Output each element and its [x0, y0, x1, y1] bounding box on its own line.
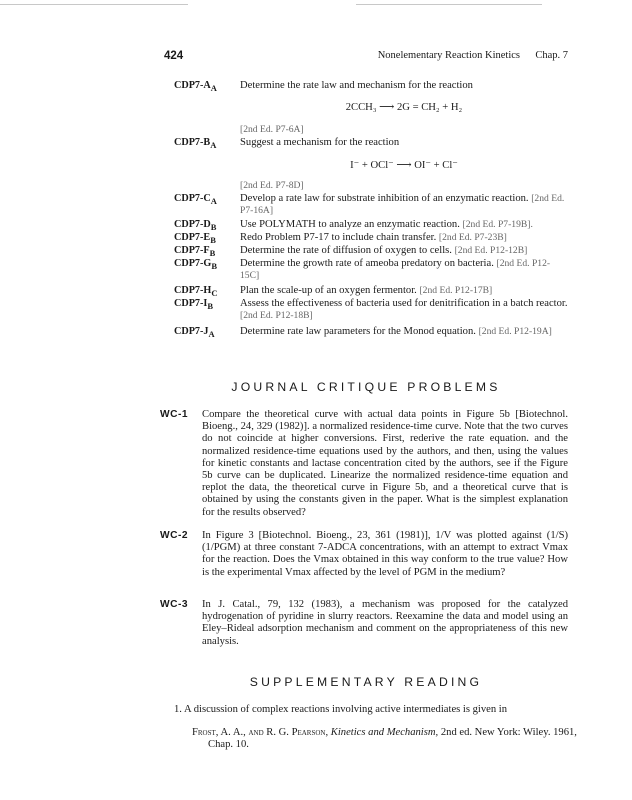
critique-label: WC-3 — [160, 599, 189, 610]
problem-ref: [2nd Ed. P7-16A] — [240, 193, 565, 217]
problem-text: Assess the effectiveness of bacteria used for denitrification in a batch reactor. — [240, 298, 568, 309]
problem-ref: [2nd Ed. P12-17B] — [419, 285, 493, 296]
critique-item-wc3 — [160, 599, 568, 648]
reference-authors: Frost, A. A., and R. G. Pearson, — [192, 727, 329, 738]
supplementary-item-1: 1. A discussion of complex reactions involving active intermediates is given in — [174, 704, 508, 715]
problem-cdp7-f — [174, 245, 568, 257]
problem-ref: [2nd Ed. P7-23B] — [438, 232, 507, 243]
journal-critique-heading: JOURNAL CRITIQUE PROBLEMS — [231, 380, 501, 394]
problem-label: $CDP7-D_B$ — [174, 219, 217, 233]
problem-text: Redo Problem P7-17 to include chain transfer. — [240, 232, 437, 243]
problem-cdp7-i — [174, 298, 568, 322]
problem-cdp7-h — [174, 285, 568, 297]
problem-label: $CDP7-C_A$ — [174, 193, 217, 207]
problem-cdp7-a — [174, 80, 568, 92]
problem-label: $CDP7-G_B$ — [174, 258, 218, 272]
problem-ref: [2nd Ed. P12-12B] — [454, 245, 528, 256]
problem-cdp7-b — [174, 137, 568, 149]
chapter-label: Chap. 7 — [535, 50, 568, 61]
problem-text: Plan the scale-up of an oxygen fermentor. — [240, 285, 417, 296]
problem-cdp7-b-ref — [174, 180, 568, 192]
problem-label: $CDP7-I_B$ — [174, 298, 214, 312]
problem-label: $CDP7-H_C$ — [174, 285, 218, 299]
equation-1: 2CCH₃ ⟶ 2G = CH₂ + H₂ — [345, 102, 463, 113]
page-header — [164, 50, 568, 64]
problem-label: $CDP7-E_B$ — [174, 232, 216, 246]
critique-item-wc1 — [160, 409, 568, 519]
top-rule-right — [356, 4, 542, 5]
supplementary-heading: SUPPLEMENTARY READING — [249, 675, 483, 689]
critique-label: WC-1 — [160, 409, 189, 420]
problem-cdp7-c — [174, 193, 568, 217]
equation-2: I⁻ + OCl⁻ ⟶ OI⁻ + Cl⁻ — [350, 160, 458, 171]
reference-publication: 2nd ed. New York: Wiley. 1961, Chap. 10. — [208, 727, 577, 751]
problem-text: Determine the growth rate of ameoba predatory on bacteria. — [240, 258, 494, 269]
problem-label: $CDP7-F_B$ — [174, 245, 216, 259]
problem-cdp7-j — [174, 326, 568, 338]
problem-label: $CDP7-A_A$ — [174, 80, 217, 94]
problem-ref: [2nd Ed. P12-15C] — [240, 258, 551, 282]
problem-ref: [2nd Ed. P12-18B] — [240, 310, 313, 322]
critique-label: WC-2 — [160, 530, 189, 541]
problem-label: $CDP7-J_A$ — [174, 326, 215, 340]
problem-cdp7-e — [174, 232, 568, 244]
problem-ref: [2nd Ed. P7-19B]. — [462, 219, 533, 230]
problem-text: Determine rate law parameters for the Monod equation. — [240, 326, 476, 337]
supplementary-reference-1 — [192, 727, 584, 752]
problem-ref: [2nd Ed. P7-6A] — [240, 124, 304, 135]
problem-label: $CDP7-B_A$ — [174, 137, 217, 151]
problem-ref: [2nd Ed. P7-8D] — [240, 180, 304, 191]
problem-ref: [2nd Ed. P12-19A] — [478, 326, 552, 337]
problem-text: Determine the rate of diffusion of oxygen to cells. — [240, 245, 452, 256]
page-number: 424 — [164, 50, 184, 62]
critique-text: Compare the theoretical curve with actual data points in Figure 5b [Biotechnol. Bioeng., 24, 329 (1982)]. a normalized residence-time curve. Note that the two curves do not coincide at higher conversions. First, rederive the rate equation. and the normalized residence-time equations used by the authors, and then, using the values for kinetic constants and lactase concentration cited by the authors, see if the Figure 5b curve can be duplicated. Linearize the normalized residence-time equation and replot the data, the theoretical curve in Figure 5b, and a theoretical curve that is obtained by using the constants given in the paper. What is the simplest explanation for the results observed? — [202, 409, 568, 518]
problem-cdp7-g — [174, 258, 568, 282]
running-title: Nonelementary Reaction Kinetics — [377, 50, 520, 61]
problem-text: Determine the rate law and mechanism for the reaction — [240, 80, 473, 91]
problem-cdp7-d — [174, 219, 568, 231]
problem-text: Develop a rate law for substrate inhibition of an enzymatic reaction. — [240, 193, 529, 204]
reference-title: Kinetics and Mechanism, — [330, 727, 439, 738]
critique-item-wc2 — [160, 530, 568, 579]
problem-text: Use POLYMATH to analyze an enzymatic reaction. — [240, 219, 460, 230]
problem-cdp7-a-ref — [174, 124, 568, 136]
problem-text: Suggest a mechanism for the reaction — [240, 137, 400, 148]
critique-text: In J. Catal., 79, 132 (1983), a mechanism was proposed for the catalyzed hydrogenation of pyridine in slurry reactors. Reexamine the data and model using an Eley–Rideal adsorption mechanism and comment on the appropriateness of this new analysis. — [202, 599, 568, 647]
top-rule-left — [0, 4, 188, 5]
critique-text: In Figure 3 [Biotechnol. Bioeng., 23, 361 (1981)], 1/V was plotted against (1/S)(1/PGM) at three constant 7-ADCA concentrations, with an attempt to extract Vmax for the reaction. Does the Vmax obtained in this way conform to the true value? How is the experimental Vmax affected by the level of PGM in the medium? — [202, 530, 568, 578]
